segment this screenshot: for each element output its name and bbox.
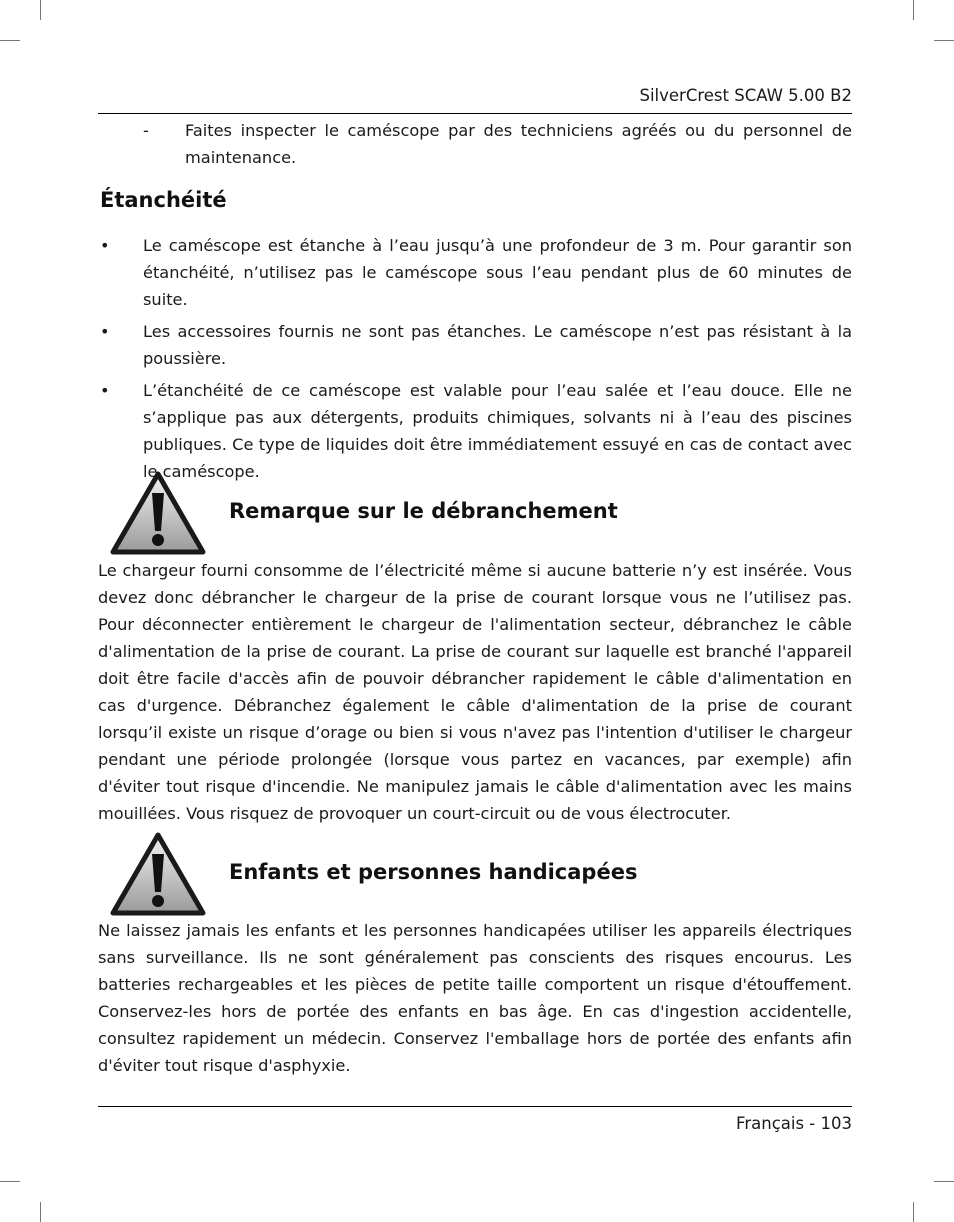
list-item — [98, 232, 852, 313]
unplug-paragraph: Le chargeur fourni consomme de l’électricité même si aucune batterie n’y est insérée. Vous devez donc débrancher le chargeur de la prise de courant lorsque vous ne l’utilisez pas. Pour déconnecter entièrement le chargeur de l'alimentation secteur, débranchez le câble d'alimentation de la prise de courant. La prise de courant sur laquelle est branché l'appareil doit être facile d'accès afin de pouvoir débrancher rapidement le câble d'alimentation en cas d'urgence. Débranchez également le câble d'alimentation de la prise de courant lorsqu’il existe un risque d’orage ou bien si vous n'avez pas l'intention d'utiliser le chargeur pendant une période prolongée (lorsque vous partez en vacances, par exemple) afin d'éviter tout risque d'incendie. Ne manipulez jamais le câble d'alimentation avec les mains mouillées. Vous risquez de provoquer un court-circuit ou de vous électrocuter. — [98, 561, 852, 823]
waterproof-bullet-list — [98, 232, 852, 490]
crop-mark — [40, 0, 41, 20]
bullet-text: Le caméscope est étanche à l’eau jusqu’à une profondeur de 3 m. Pour garantir son étanchéité, n’utilisez pas le caméscope sous l’eau pendant plus de 60 minutes de suite. — [143, 236, 852, 309]
section-title-children: Enfants et personnes handicapées — [229, 860, 638, 884]
header-rule — [98, 113, 852, 114]
crop-mark — [913, 1202, 914, 1222]
warning-triangle-icon — [110, 471, 206, 555]
bullet-marker: • — [100, 236, 110, 255]
crop-mark — [934, 1181, 954, 1182]
page-number: Français - 103 — [736, 1114, 852, 1133]
section-title-unplug: Remarque sur le débranchement — [229, 499, 618, 523]
list-item — [98, 377, 852, 485]
bullet-marker: • — [100, 381, 110, 400]
footer-rule — [98, 1106, 852, 1107]
dash-marker: - — [143, 121, 149, 140]
bullet-marker: • — [100, 322, 110, 341]
page-header: SilverCrest SCAW 5.00 B2 — [639, 86, 852, 105]
list-item — [98, 318, 852, 372]
intro-item-text: Faites inspecter le caméscope par des techniciens agréés ou du personnel de maintenance. — [185, 121, 852, 167]
crop-mark — [40, 1202, 41, 1222]
bullet-text: Les accessoires fournis ne sont pas étanches. Le caméscope n’est pas résistant à la poussière. — [143, 322, 852, 368]
crop-mark — [0, 1181, 20, 1182]
crop-mark — [913, 0, 914, 20]
bullet-text: L’étanchéité de ce caméscope est valable pour l’eau salée et l’eau douce. Elle ne s’applique pas aux détergents, produits chimiques, solvants ni à l’eau des piscines publiques. Ce type de liquides doit être immédiatement essuyé en cas de contact avec le caméscope. — [143, 381, 852, 481]
warning-triangle-icon — [110, 832, 206, 916]
crop-mark — [0, 40, 20, 41]
children-paragraph: Ne laissez jamais les enfants et les personnes handicapées utiliser les appareils électriques sans surveillance. Ils ne sont généralement pas conscients des risques encourus. Les batteries rechargeables et les pièces de petite taille comportent un risque d'étouffement. Conservez-les hors de portée des enfants en bas âge. En cas d'ingestion accidentelle, consultez rapidement un médecin. Conservez l'emballage hors de portée des enfants afin d'éviter tout risque d'asphyxie. — [98, 921, 852, 1075]
intro-list-item — [143, 117, 852, 171]
section-title-waterproof: Étanchéité — [100, 188, 227, 212]
crop-mark — [934, 40, 954, 41]
